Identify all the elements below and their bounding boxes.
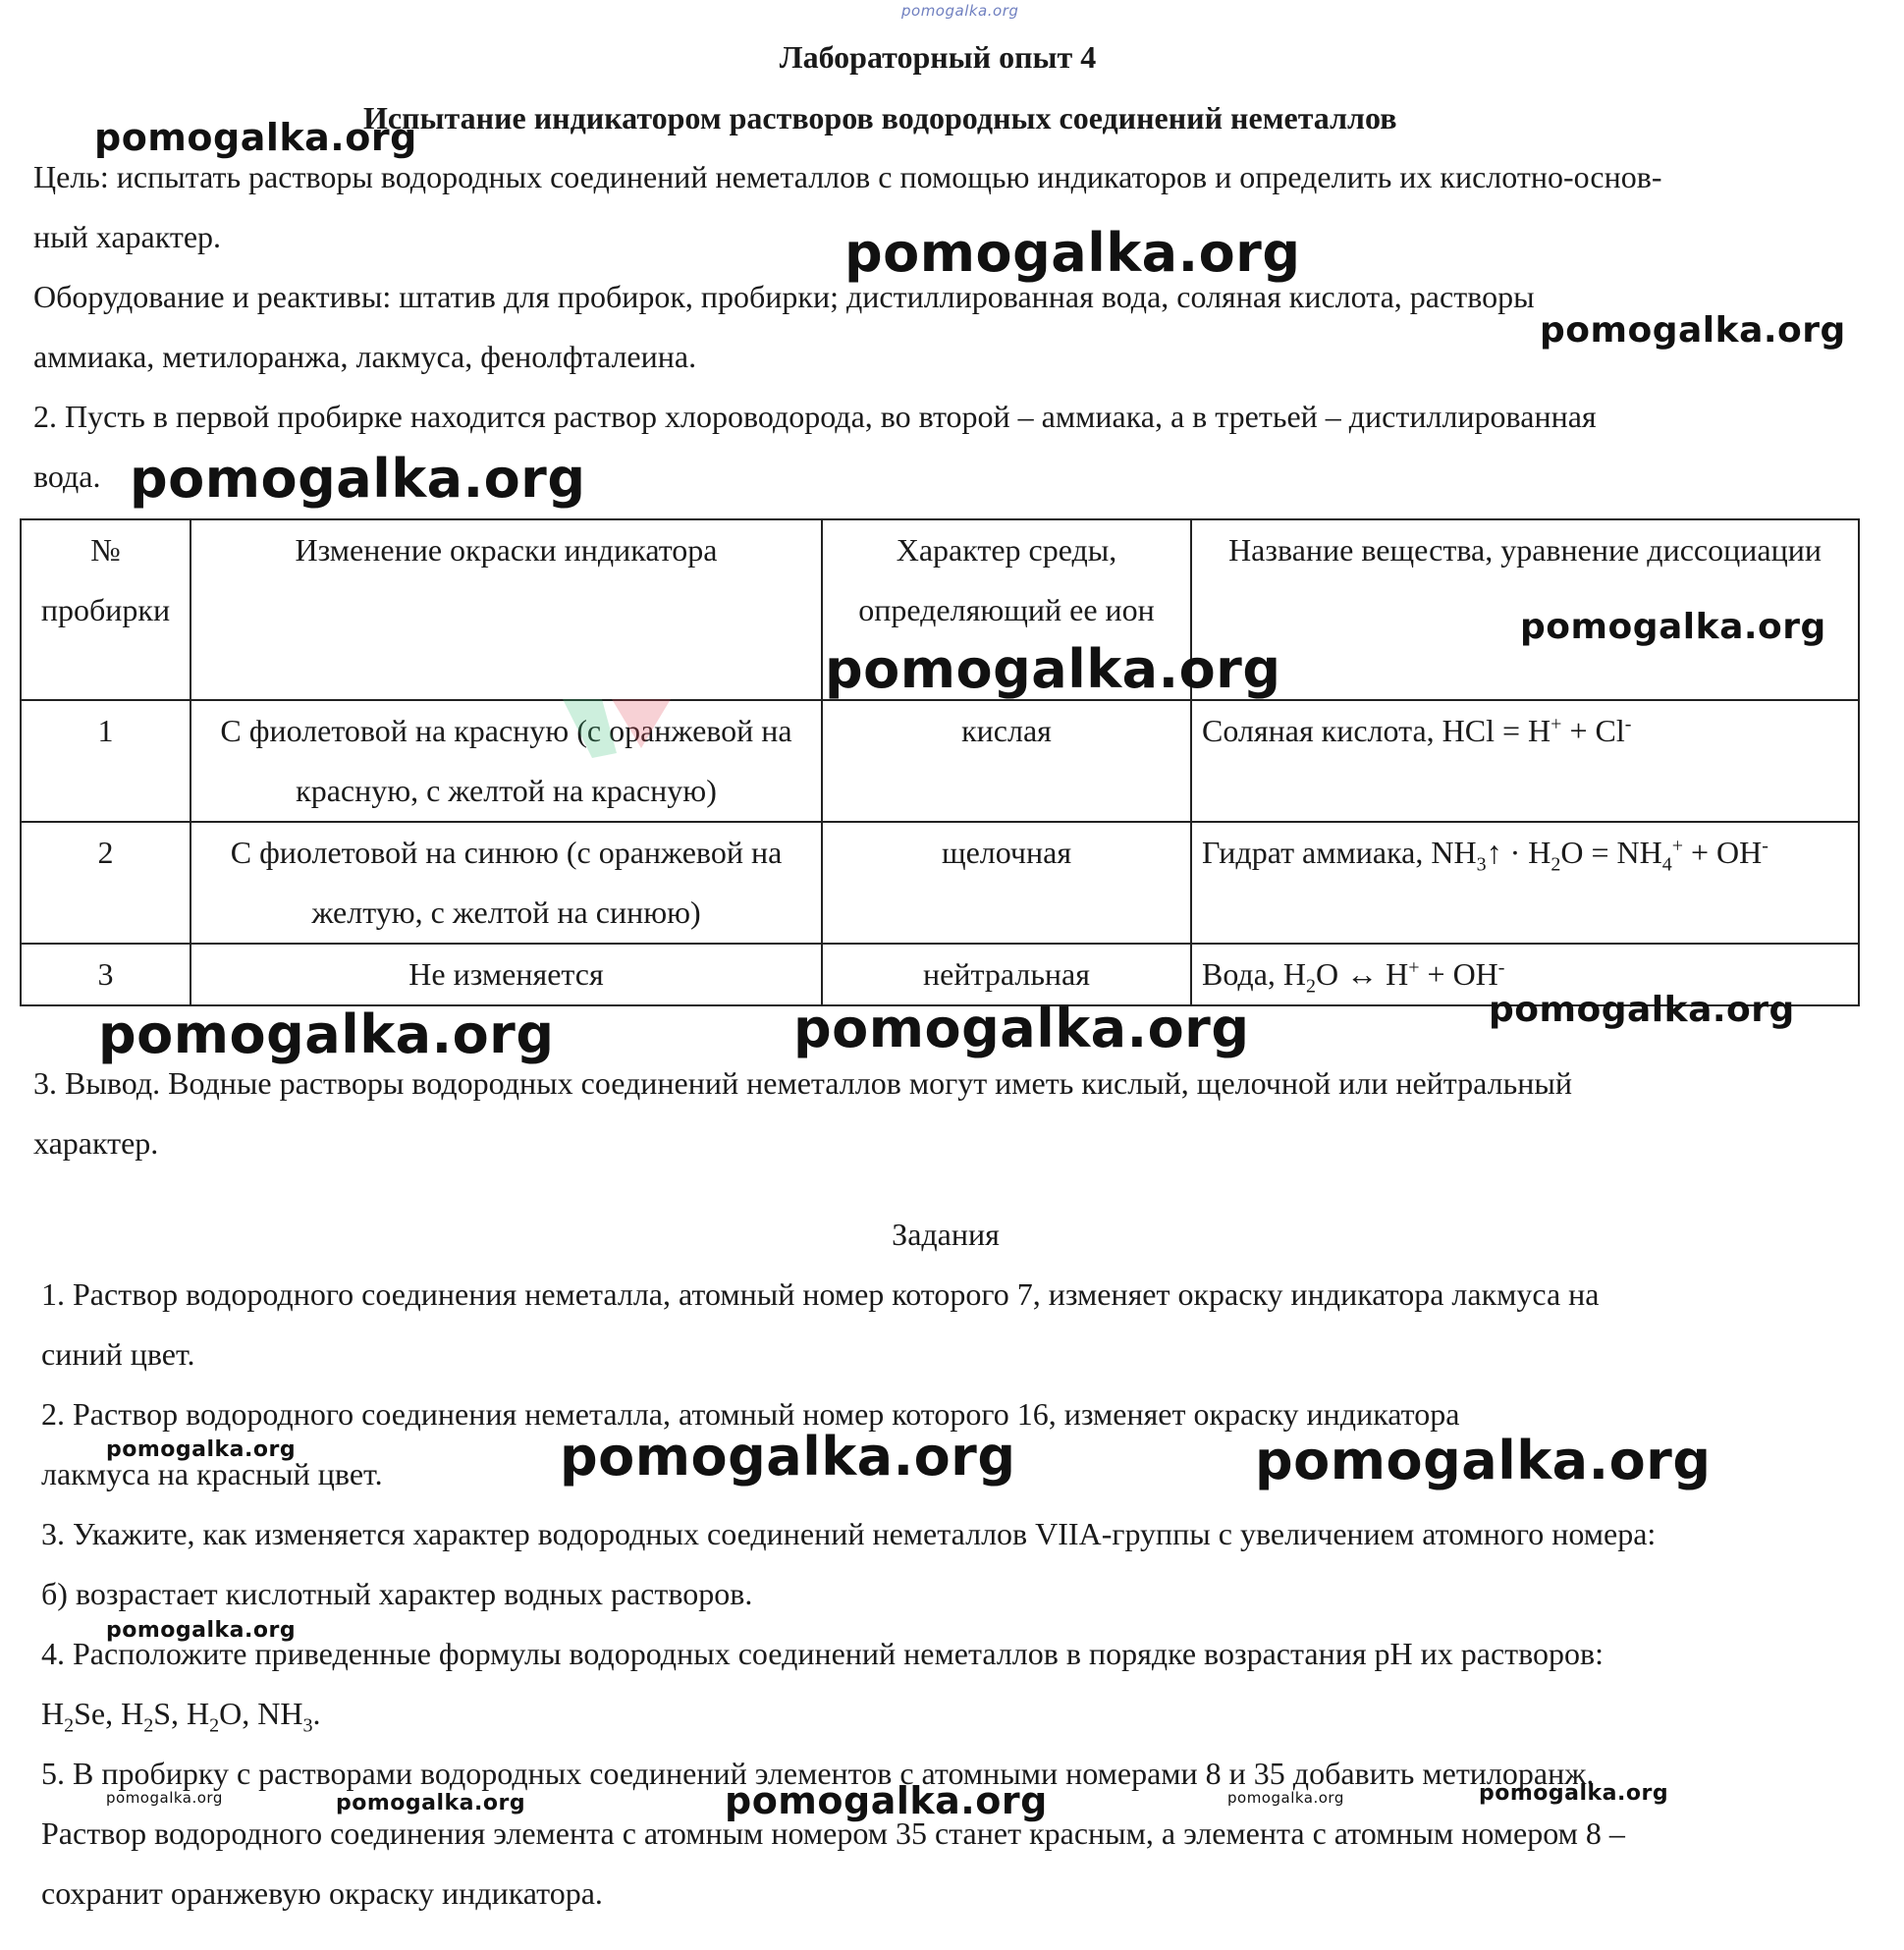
task-4-line-1: 4. Расположите приведенные формулы водородных соединений неметаллов в порядке возрастания pH их растворов: — [41, 1636, 1605, 1671]
table-row — [21, 822, 1859, 944]
row-color-change: Не изменяется — [190, 944, 822, 1005]
row-color-change: С фиолетовой на синюю (с оранжевой на желтую, с желтой на синюю) — [190, 822, 822, 944]
step2-line-1: 2. Пусть в первой пробирке находится раствор хлороводорода, во второй – аммиака, а в третьей – дистиллированная — [33, 399, 1597, 434]
row-medium: кислая — [822, 700, 1191, 822]
goal-line-1: Цель: испытать растворы водородных соединений неметаллов с помощью индикаторов и определить их кислотно-основ- — [33, 159, 1662, 194]
tasks-heading: Задания — [892, 1217, 1000, 1252]
watermark: pomogalka.org — [106, 1789, 223, 1807]
watermark: pomogalka.org — [98, 1003, 555, 1065]
header-medium: Характер среды, определяющий ее ион — [822, 519, 1191, 700]
site-url-top[interactable]: pomogalka.org — [901, 2, 1019, 20]
watermark: pomogalka.org — [1520, 607, 1826, 647]
watermark: pomogalka.org — [1255, 1430, 1712, 1491]
header-num: № пробирки — [21, 519, 190, 700]
row-color-change: С фиолетовой на красную (с оранжевой на красную, с желтой на красную) — [190, 700, 822, 822]
header-color-change: Изменение окраски индикатора — [190, 519, 822, 700]
watermark: pomogalka.org — [1227, 1789, 1344, 1807]
goal-line-2: ный характер. — [33, 219, 222, 254]
watermark: pomogalka.org — [94, 116, 417, 159]
row-medium: нейтральная — [822, 944, 1191, 1005]
task-5-line-2: Раствор водородного соединения элемента с атомным номером 35 станет красным, а элемента с атомным номером 8 – — [41, 1815, 1625, 1851]
step2-line-2: вода. — [33, 459, 101, 494]
substance-name: Гидрат аммиака, — [1202, 835, 1432, 870]
task-5-line-3: сохранит оранжевую окраску индикатора. — [41, 1875, 603, 1911]
watermark: pomogalka.org — [560, 1426, 1016, 1488]
page-subtitle: Испытание индикатором растворов водородных соединений неметаллов — [363, 100, 1397, 135]
watermark: pomogalka.org — [1489, 990, 1795, 1030]
task-5-line-1: 5. В пробирку с растворами водородных соединений элементов с атомными номерами 8 и 35 добавить метилоранж. — [41, 1756, 1595, 1791]
row-substance — [1191, 700, 1859, 822]
results-table — [20, 518, 1860, 1006]
equation: $NH_3↑ \cdot H_2O = NH_4^+ + OH^-$ — [1431, 835, 1768, 876]
row-substance — [1191, 822, 1859, 944]
watermark: pomogalka.org — [336, 1791, 526, 1815]
task-1-line-2: синий цвет. — [41, 1336, 195, 1372]
task-3-line-2: б) возрастает кислотный характер водных растворов. — [41, 1576, 753, 1611]
watermark: pomogalka.org — [106, 1618, 297, 1643]
conclusion-line-2: характер. — [33, 1125, 159, 1161]
task-2-line-1: 2. Раствор водородного соединения неметалла, атомный номер которого 16, изменяет окраску индикатора — [41, 1396, 1460, 1432]
substance-name: Вода, — [1202, 956, 1283, 992]
watermark: pomogalka.org — [1479, 1781, 1669, 1806]
watermark: pomogalka.org — [825, 638, 1281, 700]
equipment-line-1: Оборудование и реактивы: штатив для пробирок, пробирки; дистиллированная вода, соляная кислота, растворы — [33, 279, 1535, 314]
watermark: pomogalka.org — [130, 448, 586, 510]
row-num: 1 — [21, 700, 190, 822]
equation: $H_2O$ ↔ H+ + OH- — [1282, 956, 1505, 998]
watermark: pomogalka.org — [725, 1779, 1048, 1822]
equipment-line-2: аммиака, метилоранжа, лакмуса, фенолфталеина. — [33, 339, 697, 374]
faint-stamp-icon — [563, 699, 680, 758]
task-3-line-1: 3. Укажите, как изменяется характер водородных соединений неметаллов VIIA-группы с увеличением атомного номера: — [41, 1516, 1657, 1551]
table-row — [21, 700, 1859, 822]
header-substance: Название вещества, уравнение диссоциации — [1191, 519, 1859, 700]
watermark: pomogalka.org — [106, 1437, 297, 1462]
task-2-line-2: лакмуса на красный цвет. — [41, 1456, 383, 1491]
watermark: pomogalka.org — [1540, 310, 1846, 351]
task-4-formulas: $H_2Se$, $H_2S$, $H_2O$, $NH_3$. — [41, 1696, 321, 1737]
watermark: pomogalka.org — [844, 222, 1301, 284]
equation: HCl = H+ + Cl- — [1442, 713, 1632, 748]
row-num: 2 — [21, 822, 190, 944]
watermark: pomogalka.org — [793, 998, 1250, 1059]
row-medium: щелочная — [822, 822, 1191, 944]
row-num: 3 — [21, 944, 190, 1005]
task-1-line-1: 1. Раствор водородного соединения неметалла, атомный номер которого 7, изменяет окраску индикатора лакмуса на — [41, 1276, 1600, 1312]
page-title: Лабораторный опыт 4 — [779, 39, 1097, 75]
conclusion-line-1: 3. Вывод. Водные растворы водородных соединений неметаллов могут иметь кислый, щелочной или нейтральный — [33, 1065, 1572, 1101]
substance-name: Соляная кислота, — [1202, 713, 1442, 748]
